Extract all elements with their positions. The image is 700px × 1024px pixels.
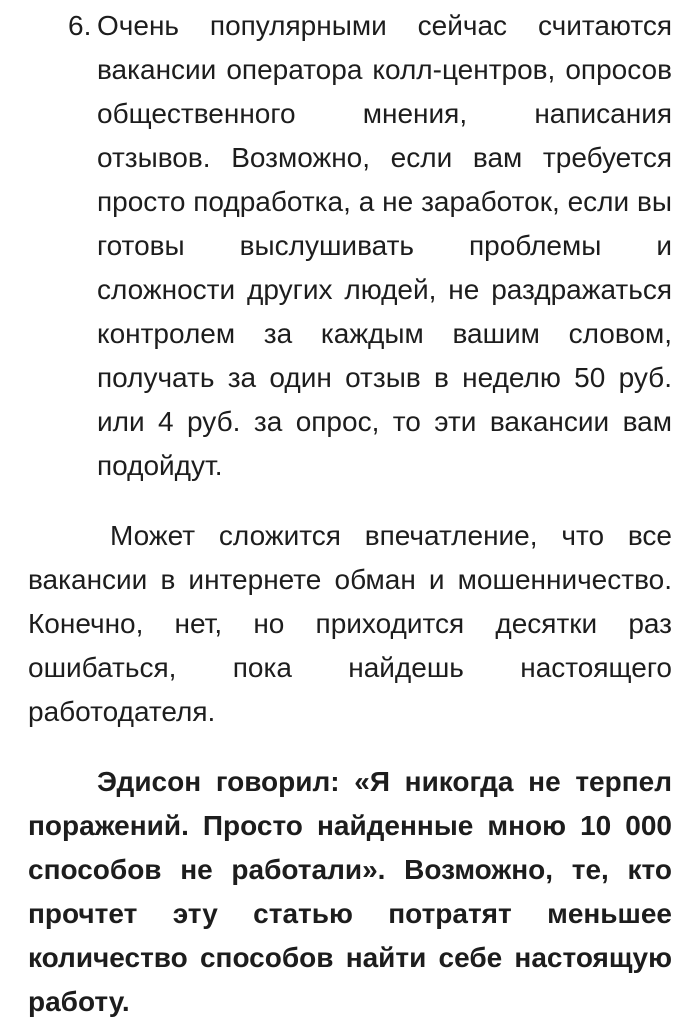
list-item-text: Очень популярными сейчас считаются вакансии оператора колл-центров, опросов общественного мнения, написания отзывов. Возможно, если вам требуется просто подработка, а не заработок, если вы готовы выслушивать проблемы и сложности других людей, не раздражаться контролем за каждым вашим словом, получать за один отзыв в неделю 50 руб. или 4 руб. за опрос, то эти вакансии вам подойдут. [97, 10, 672, 481]
list-item-number: 6. [68, 10, 92, 41]
paragraph-normal: Может сложится впечатление, что все вакансии в интернете обман и мошенничество. Конечно, нет, но приходится десятки раз ошибаться, пока найдешь настоящего работодателя. [28, 520, 672, 727]
numbered-list-item [28, 4, 672, 488]
paragraph-bold-quote: Эдисон говорил: «Я никогда не терпел поражений. Просто найденные мною 10 000 способов не работали». Возможно, те, кто прочтет эту статью потратят меньшее количество способов найти себе настоящую работу. [28, 766, 672, 1017]
